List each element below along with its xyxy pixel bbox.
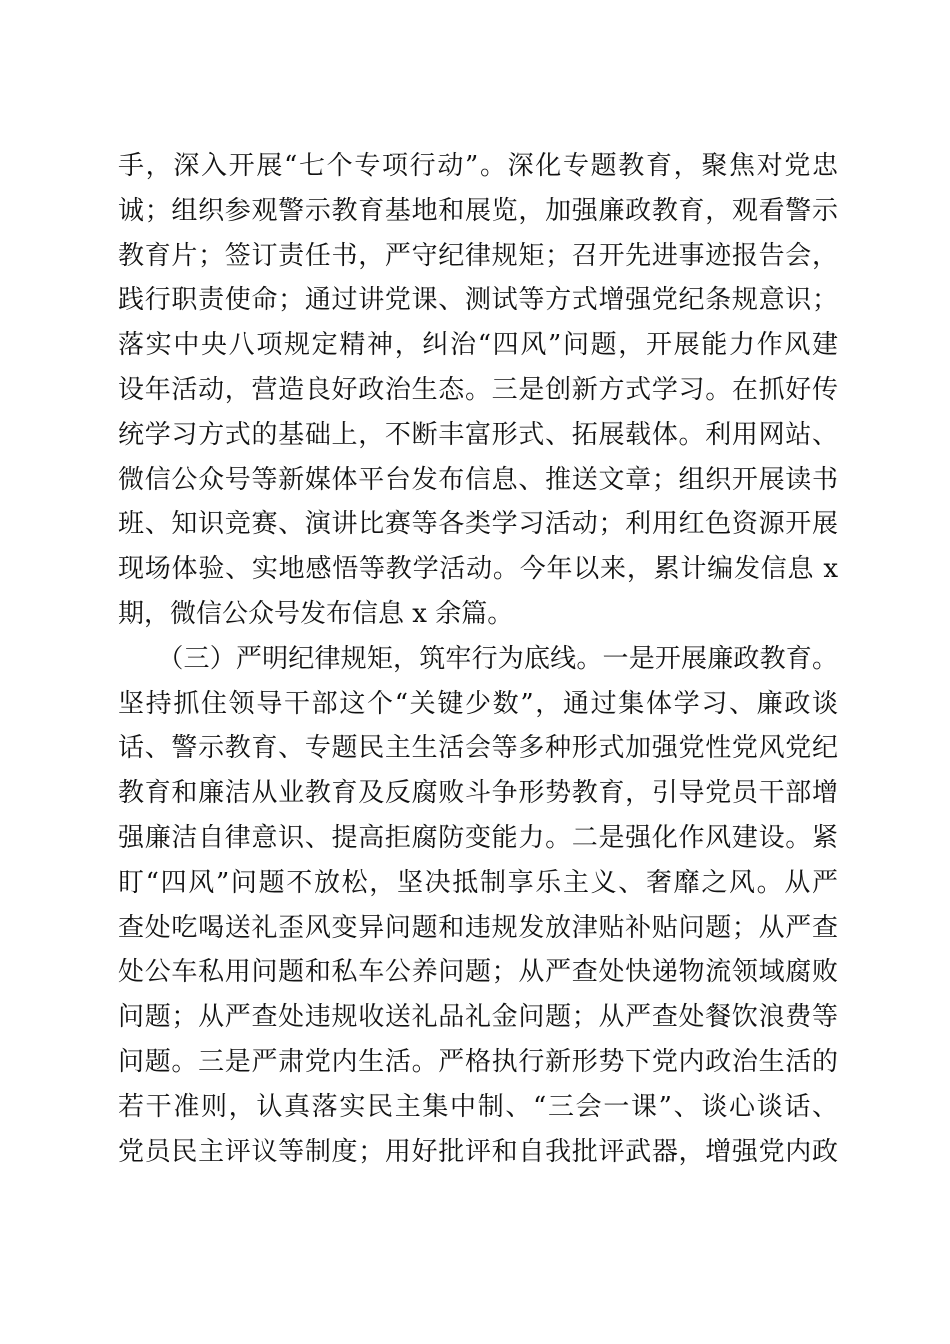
text-line: 党员民主评议等制度；用好批评和自我批评武器，增强党内政 xyxy=(118,1136,838,1167)
text-line: 坚持抓住领导干部这个“关键少数”，通过集体学习、廉政谈 xyxy=(118,688,838,719)
text-line: 微信公众号等新媒体平台发布信息、推送文章；组织开展读书 xyxy=(118,464,838,495)
text-line-paragraph-end: 期，微信公众号发布信息 x 余篇。 xyxy=(118,598,514,629)
text-line: 教育和廉洁从业教育及反腐败斗争形势教育，引导党员干部增 xyxy=(118,778,838,809)
text-line: 诚；组织参观警示教育基地和展览，加强廉政教育，观看警示 xyxy=(118,195,838,226)
text-line: 若干准则，认真落实民主集中制、“三会一课”、谈心谈话、 xyxy=(118,1091,838,1122)
text-line: 查处吃喝送礼歪风变异问题和违规发放津贴补贴问题；从严查 xyxy=(118,912,838,943)
text-line: 盯“四风”问题不放松，坚决抵制享乐主义、奢靡之风。从严 xyxy=(118,867,838,898)
text-line: 践行职责使命；通过讲党课、测试等方式增强党纪条规意识； xyxy=(118,285,838,316)
text-line: 话、警示教育、专题民主生活会等多种形式加强党性党风党纪 xyxy=(118,733,838,764)
text-line: 问题。三是严肃党内生活。严格执行新形势下党内政治生活的 xyxy=(118,1046,838,1077)
text-line: 问题；从严查处违规收送礼品礼金问题；从严查处餐饮浪费等 xyxy=(118,1002,838,1033)
text-line: 教育片；签订责任书，严守纪律规矩；召开先进事迹报告会， xyxy=(118,240,838,271)
text-line: 设年活动，营造良好政治生态。三是创新方式学习。在抓好传 xyxy=(118,374,838,405)
text-line: 班、知识竞赛、演讲比赛等各类学习活动；利用红色资源开展 xyxy=(118,509,838,540)
text-line: 处公车私用问题和私车公养问题；从严查处快递物流领域腐败 xyxy=(118,957,838,988)
text-line: 手，深入开展“七个专项行动”。深化专题教育，聚焦对党忠 xyxy=(118,151,838,181)
text-line: 强廉洁自律意识、提高拒腐防变能力。二是强化作风建设。紧 xyxy=(118,822,838,853)
body-text xyxy=(118,144,838,1174)
text-line: 落实中央八项规定精神，纠治“四风”问题，开展能力作风建 xyxy=(118,330,838,361)
text-line: 统学习方式的基础上，不断丰富形式、拓展载体。利用网站、 xyxy=(118,419,838,450)
section-heading-line: （三）严明纪律规矩，筑牢行为底线。一是开展廉政教育。 xyxy=(118,643,838,674)
text-line: 现场体验、实地感悟等教学活动。今年以来，累计编发信息 x xyxy=(118,554,838,585)
